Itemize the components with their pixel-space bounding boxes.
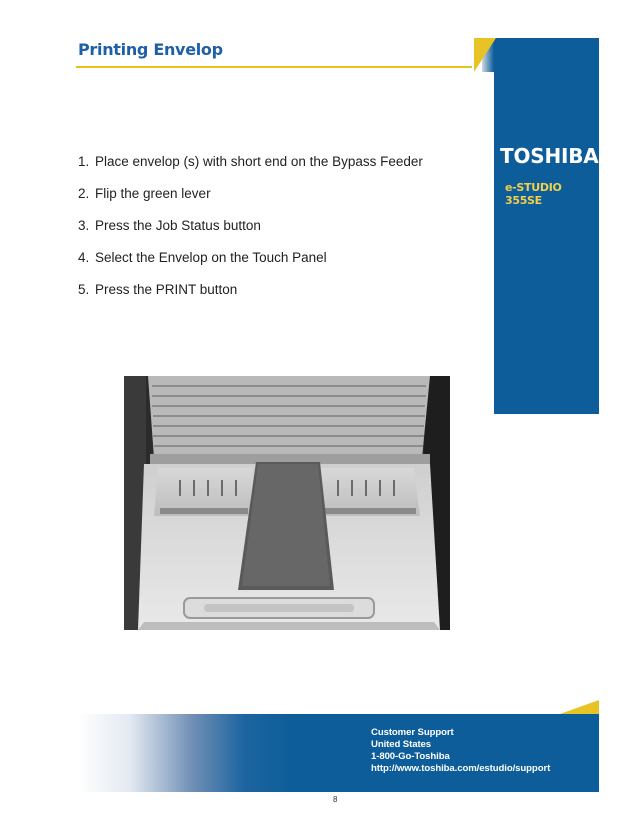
customer-support-block [371, 727, 599, 775]
support-region: United States [371, 739, 432, 750]
step-text: Place envelop (s) with short end on the Bypass Feeder [95, 154, 423, 169]
step-text: Press the Job Status button [95, 218, 261, 233]
step-number: 2. [78, 186, 90, 201]
support-heading: Customer Support [371, 727, 454, 738]
page-number: 8 [333, 795, 338, 804]
step-text: Flip the green lever [95, 186, 211, 201]
brand-sidebar [494, 38, 599, 414]
page-title: Printing Envelop [78, 40, 223, 59]
list-item [78, 152, 423, 184]
bypass-feeder-photo [124, 376, 450, 630]
title-underline [76, 66, 472, 68]
footer-fold-corner [560, 700, 599, 714]
model-name: e-STUDIO 355SE [505, 181, 562, 207]
step-text: Select the Envelop on the Touch Panel [95, 250, 327, 265]
list-item [78, 184, 423, 216]
step-number: 4. [78, 250, 90, 265]
step-text: Press the PRINT button [95, 282, 238, 297]
support-url[interactable]: http://www.toshiba.com/estudio/support [371, 763, 551, 774]
list-item [78, 280, 423, 312]
instruction-list [78, 152, 423, 312]
support-phone[interactable]: 1-800-Go-Toshiba [371, 751, 450, 762]
step-number: 3. [78, 218, 90, 233]
step-number: 5. [78, 282, 90, 297]
brand-logo-text: TOSHIBA [500, 144, 599, 168]
list-item [78, 248, 423, 280]
step-number: 1. [78, 154, 90, 169]
list-item [78, 216, 423, 248]
sidebar-fold-corner [474, 38, 496, 72]
